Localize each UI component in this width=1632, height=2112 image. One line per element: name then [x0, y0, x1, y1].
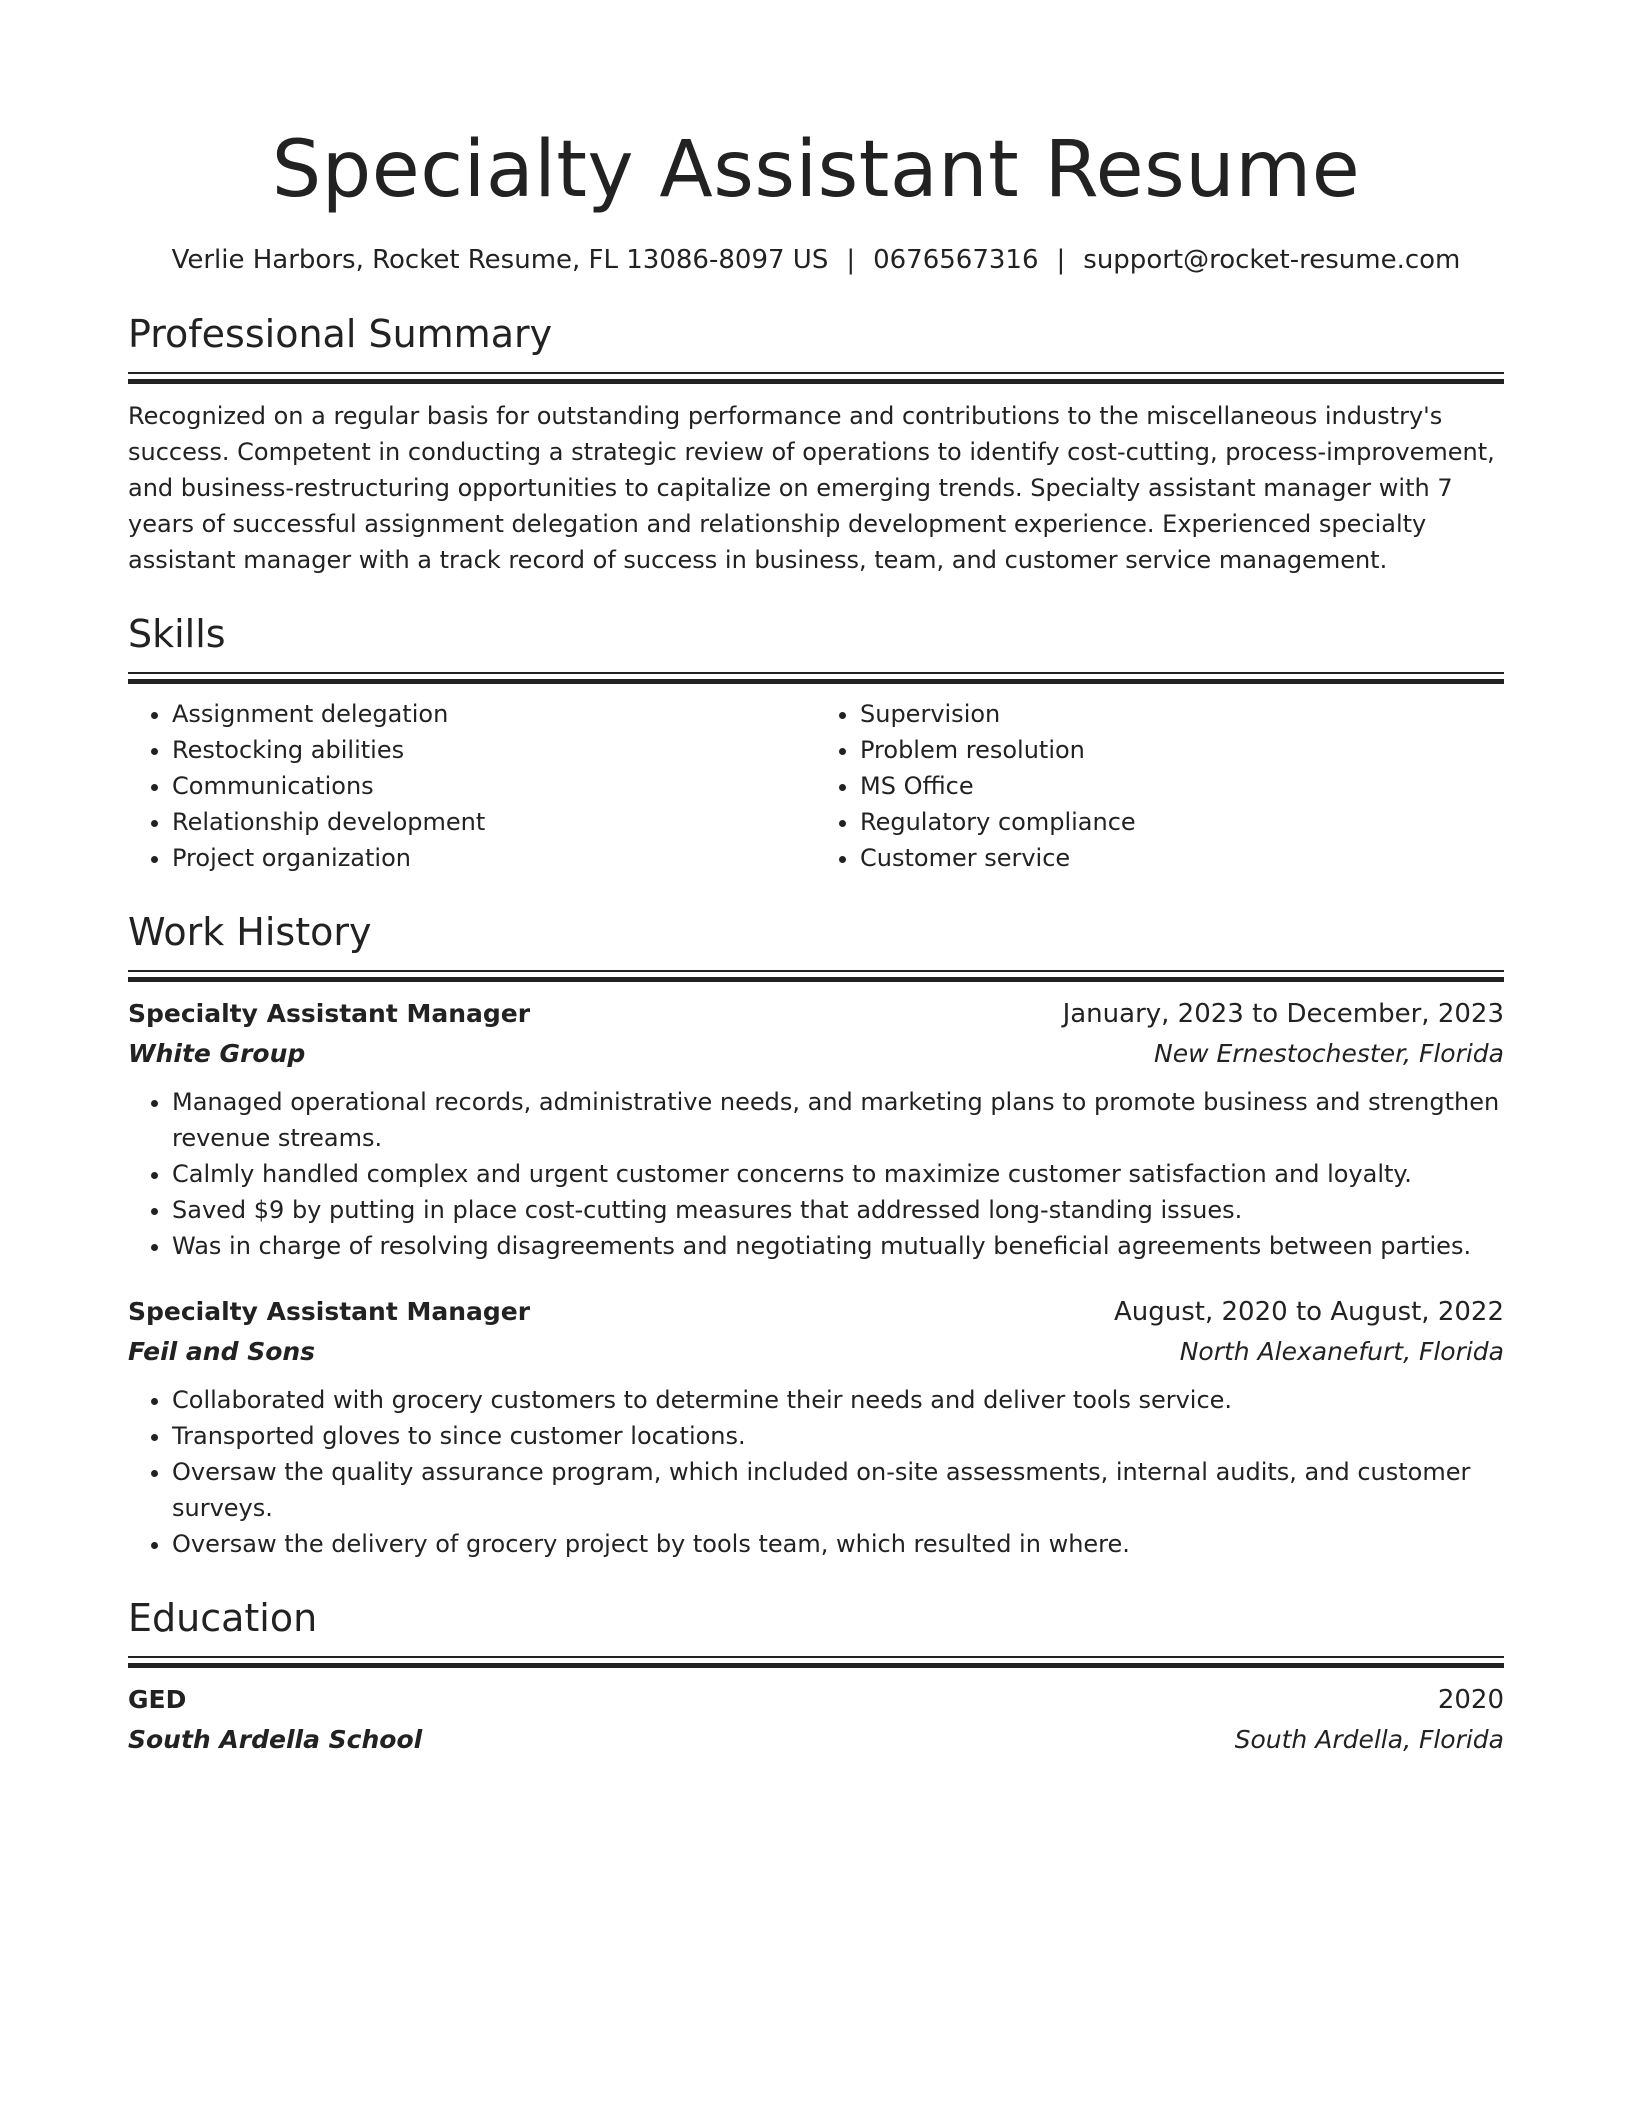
resume-title: Specialty Assistant Resume [271, 125, 1361, 215]
job-header-row [128, 994, 1504, 1034]
job-title: Specialty Assistant Manager [128, 999, 531, 1028]
job-company-row [128, 1332, 1504, 1372]
job-company: White Group [128, 1039, 306, 1068]
education-entry [128, 1680, 1504, 1760]
skill-item: • Relationship development [172, 804, 816, 840]
job-entry [128, 1292, 1504, 1562]
education-school-row [128, 1720, 1504, 1760]
education-location: South Ardella, Florida [1234, 1725, 1504, 1754]
skill-item: • Customer service [860, 840, 1504, 876]
section-title-summary: Professional Summary [128, 312, 553, 356]
skill-item: • MS Office [860, 768, 1504, 804]
contact-separator: | [846, 245, 856, 275]
section-divider [128, 1656, 1504, 1670]
job-bullet: • Oversaw the quality assurance program, which included on-site assessments, internal audits, and customer surveys. [172, 1454, 1504, 1526]
section-divider [128, 672, 1504, 686]
job-header-row [128, 1292, 1504, 1332]
education-section [128, 1594, 1504, 1760]
contact-phone: 0676567316 [873, 245, 1039, 275]
summary-section [128, 310, 1504, 578]
job-bullet: • Calmly handled complex and urgent customer concerns to maximize customer satisfaction and loyalty. [172, 1156, 1504, 1192]
skill-item: • Regulatory compliance [860, 804, 1504, 840]
job-location: New Ernestochester, Florida [1154, 1039, 1504, 1068]
contact-address: Verlie Harbors, Rocket Resume, FL 13086-8097 US [171, 245, 829, 275]
job-dates: August, 2020 to August, 2022 [1114, 1297, 1504, 1327]
section-title-work: Work History [128, 910, 372, 954]
skill-item: • Restocking abilities [172, 732, 816, 768]
contact-email: support@rocket-resume.com [1083, 245, 1461, 275]
education-year: 2020 [1437, 1685, 1504, 1715]
section-divider [128, 970, 1504, 984]
education-school: South Ardella School [128, 1725, 423, 1754]
skills-section [128, 610, 1504, 876]
job-bullet: • Transported gloves to since customer locations. [172, 1418, 1504, 1454]
section-divider [128, 372, 1504, 386]
job-bullets [128, 1382, 1504, 1562]
skills-list-right [816, 696, 1504, 876]
job-bullet: • Managed operational records, administrative needs, and marketing plans to promote business and strengthen revenue streams. [172, 1084, 1504, 1156]
job-company-row [128, 1034, 1504, 1074]
education-degree: GED [128, 1685, 187, 1714]
summary-text: Recognized on a regular basis for outstanding performance and contributions to the miscellaneous industry's success. Competent in conducting a strategic review of operations to identify cost-cutting, process-improvement, and business-restructuring opportunities to capitalize on emerging trends. Specialty assistant manager with 7 years of successful assignment delegation and relationship development experience. Experienced specialty assistant manager with a track record of success in business, team, and customer service management. [128, 402, 1495, 574]
skill-item: • Communications [172, 768, 816, 804]
skills-columns [128, 696, 1504, 876]
education-header-row [128, 1680, 1504, 1720]
job-dates: January, 2023 to December, 2023 [1062, 999, 1504, 1029]
job-company: Feil and Sons [128, 1337, 316, 1366]
job-bullet: • Collaborated with grocery customers to determine their needs and deliver tools service. [172, 1382, 1504, 1418]
section-title-education: Education [128, 1596, 318, 1640]
job-bullet: • Was in charge of resolving disagreements and negotiating mutually beneficial agreements between parties. [172, 1228, 1504, 1264]
skill-item: • Supervision [860, 696, 1504, 732]
contact-line [128, 242, 1504, 278]
job-title: Specialty Assistant Manager [128, 1297, 531, 1326]
contact-separator: | [1056, 245, 1066, 275]
skill-item: • Project organization [172, 840, 816, 876]
skill-item: • Problem resolution [860, 732, 1504, 768]
work-history-section [128, 908, 1504, 1562]
skills-list-left [128, 696, 816, 876]
job-bullet: • Oversaw the delivery of grocery project by tools team, which resulted in where. [172, 1526, 1504, 1562]
skill-item: • Assignment delegation [172, 696, 816, 732]
job-entry [128, 994, 1504, 1264]
job-location: North Alexanefurt, Florida [1179, 1337, 1504, 1366]
job-bullets [128, 1084, 1504, 1264]
section-title-skills: Skills [128, 612, 226, 656]
job-bullet: • Saved $9 by putting in place cost-cutting measures that addressed long-standing issues. [172, 1192, 1504, 1228]
